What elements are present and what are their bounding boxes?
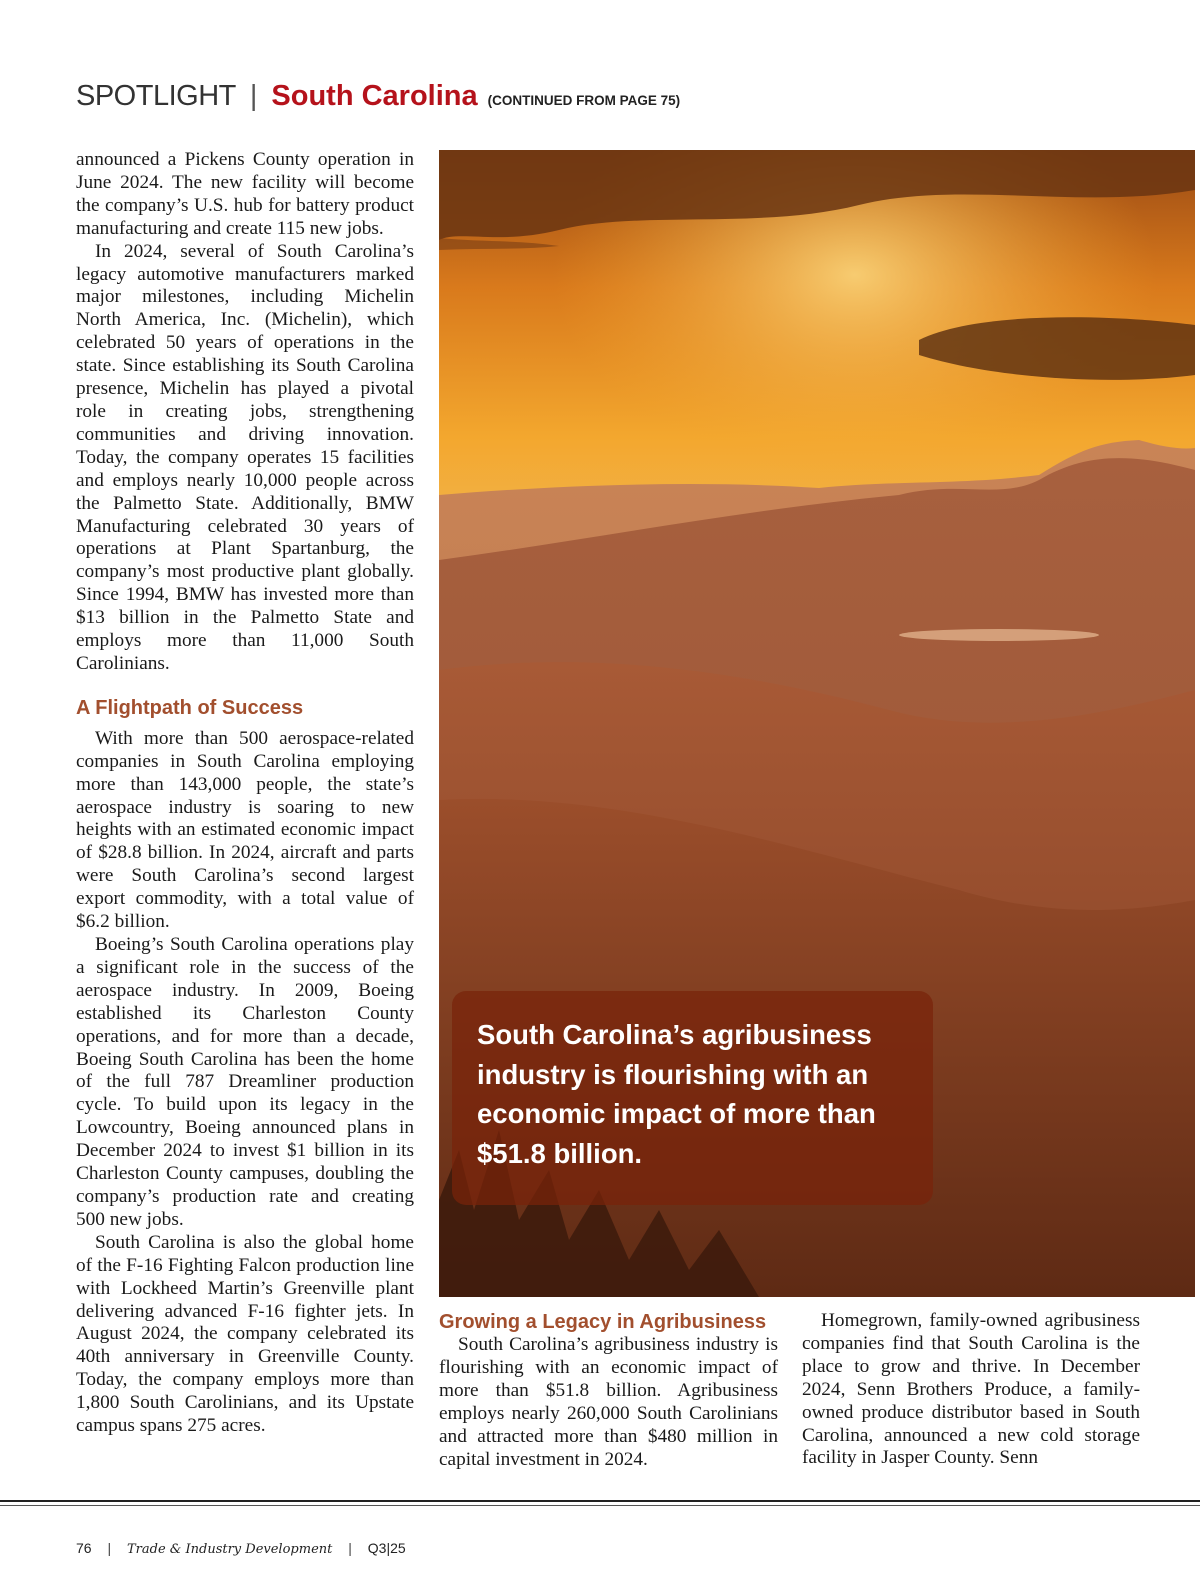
issue-label: Q3|25	[367, 1540, 406, 1556]
right-column	[802, 1310, 1140, 1470]
pull-quote-callout	[452, 991, 933, 1205]
continued-note: (CONTINUED FROM PAGE 75)	[487, 93, 681, 108]
footer-rule-thin	[0, 1505, 1200, 1506]
paragraph: With more than 500 aerospace-related companies in South Carolina employing more than 143,000 people, the state’s aerospace industry is soaring to new heights with an estimated economic impact of $28.8 billion. In 2024, aircraft and parts were South Carolina’s second largest export commodity, with a total value of $6.2 billion.	[76, 727, 414, 933]
paragraph: Boeing’s South Carolina operations play a significant role in the success of the aerospace industry. In 2009, Boeing established its Charleston County operations, and for more than a decade, Boeing South Carolina has been the home of the full 787 Dreamliner production cycle. To build upon its legacy in the Lowcountry, Boeing announced plans in December 2024 to invest $1 billion in its Charleston County campuses, doubling the company’s production rate and creating 500 new jobs.	[76, 934, 414, 1230]
paragraph: announced a Pickens County operation in June 2024. The new facility will become the company’s U.S. hub for battery product manufacturing and create 115 new jobs.	[76, 149, 414, 239]
page-title: South Carolina	[271, 80, 478, 112]
page-number: 76	[76, 1540, 92, 1556]
header-separator: |	[249, 80, 258, 112]
publication-name: Trade & Industry Development	[127, 1542, 333, 1557]
paragraph: In 2024, several of South Carolina’s legacy automotive manufacturers marked major milestones, including Michelin North America, Inc. (Michelin), which celebrated 50 years of operations in the state. Since establishing its South Carolina presence, Michelin has played a pivotal role in creating jobs, strengthening communities and driving innovation. Today, the company operates 15 facilities and employs nearly 10,000 people across the Palmetto State. Additionally, BMW Manufacturing celebrated 30 years of operations at Plant Spartanburg, the company’s most productive plant globally. Since 1994, BMW has invested more than $13 billion in the Palmetto State and employs more than 11,000 South Carolinians.	[76, 240, 414, 674]
paragraph: South Carolina is also the global home of the F-16 Fighting Falcon production line with Lockheed Martin’s Greenville plant delivering advanced F-16 fighter jets. In August 2024, the company celebrated its 40th anniversary in Greenville County. Today, the company employs more than 1,800 South Carolinians, and its Upstate campus spans 275 acres.	[76, 1231, 414, 1437]
subheading: Growing a Legacy in Agribusiness	[439, 1311, 767, 1333]
callout-text: South Carolina’s agribusiness industry is flourishing with an economic impact of more than $51.8 billion.	[477, 1019, 876, 1169]
page-header	[76, 80, 680, 120]
footer-separator: |	[348, 1540, 352, 1556]
footer-rule	[0, 1500, 1200, 1502]
paragraph: Homegrown, family-owned agribusiness companies find that South Carolina is the place to grow and thrive. In December 2024, Senn Brothers Produce, a family-owned produce distributor based in South Carolina, announced a new cold storage facility in Jasper County. Senn	[802, 1310, 1140, 1469]
footer-separator: |	[107, 1540, 112, 1556]
paragraph: South Carolina’s agribusiness industry is flourishing with an economic impact of more than $51.8 billion. Agribusiness employs nearly 260,000 South Carolinians and attracted more than $480 million in capital investment in 2024.	[439, 1334, 778, 1470]
subheading: A Flightpath of Success	[76, 696, 304, 719]
lake	[899, 629, 1099, 641]
left-column	[76, 149, 414, 1438]
page-footer	[76, 1540, 406, 1557]
middle-column	[439, 1310, 778, 1471]
section-label: SPOTLIGHT	[76, 80, 236, 112]
